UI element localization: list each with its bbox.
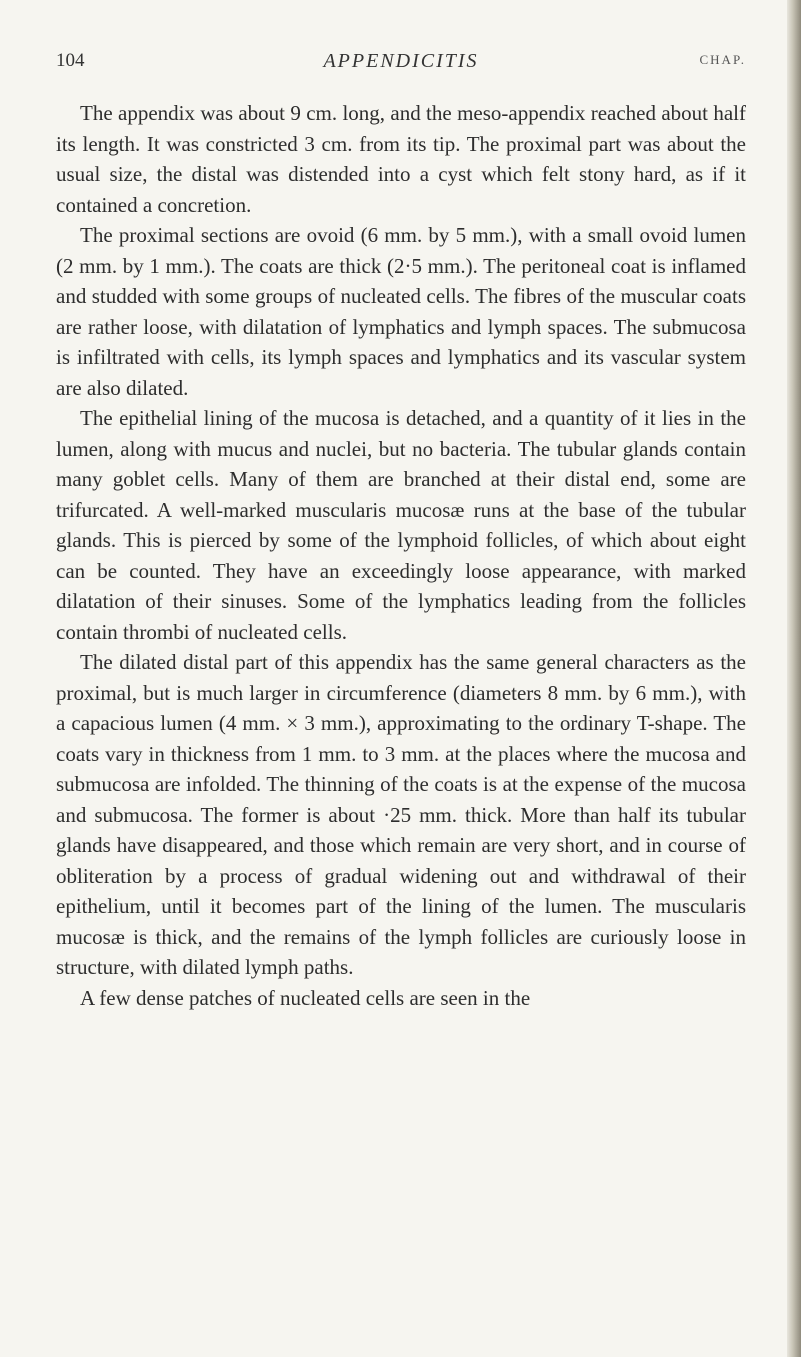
page-edge xyxy=(787,0,801,1357)
paragraph: The dilated distal part of this appendix has the same general characters as the proximal, but is much larger in circumference (diameters 8 mm. by 6 mm.), with a capacious lumen (4 mm. × 3 mm.), approximating to the ordinary T-shape. The coats vary in thickness from 1 mm. to 3 mm. at the places where the mucosa and submucosa are infolded. The thinning of the coats is at the expense of the mucosa and submucosa. The former is about ·25 mm. thick. More than half its tubular glands have disappeared, and those which remain are very short, and in course of obliteration by a process of gradual widening out and withdrawal of their epithelium, until it becomes part of the lining of the lumen. The muscularis mucosæ is thick, and the remains of the lymph follicles are curiously loose in structure, with dilated lymph paths. xyxy=(56,650,746,979)
paragraph: The appendix was about 9 cm. long, and the meso-appendix reached about half its length. It was constricted 3 cm. from its tip. The proximal part was about the usual size, the distal was distended into a cyst which felt stony hard, as if it contained a concretion. xyxy=(56,101,746,217)
paragraph: A few dense patches of nucleated cells are seen in the xyxy=(80,985,531,1010)
page-number: 104 xyxy=(56,50,85,71)
page-header xyxy=(56,50,746,80)
paragraph: The proximal sections are ovoid (6 mm. by 5 mm.), with a small ovoid lumen (2 mm. by 1 mm.). The coats are thick (2·5 mm.). The peritoneal coat is inflamed and studded with some groups of nucleated cells. The fibres of the muscular coats are rather loose, with dilatation of lymphatics and lymph spaces. The submucosa is infiltrated with cells, its lymph spaces and lymphatics and its vascular system are also dilated. xyxy=(56,223,746,400)
running-title: APPENDICITIS xyxy=(323,50,479,72)
body-text xyxy=(56,98,746,1013)
chapter-label: CHAP. xyxy=(699,52,746,67)
paragraph: The epithelial lining of the mucosa is detached, and a quantity of it lies in the lumen, along with mucus and nuclei, but no bacteria. The tubular glands contain many goblet cells. Many of them are branched at their distal end, some are trifurcated. A well-marked muscularis mucosæ runs at the base of the tubular glands. This is pierced by some of the lymphoid follicles, of which about eight can be counted. They have an exceedingly loose appearance, with marked dilatation of their sinuses. Some of the lymphatics leading from the follicles contain thrombi of nucleated cells. xyxy=(56,406,746,644)
